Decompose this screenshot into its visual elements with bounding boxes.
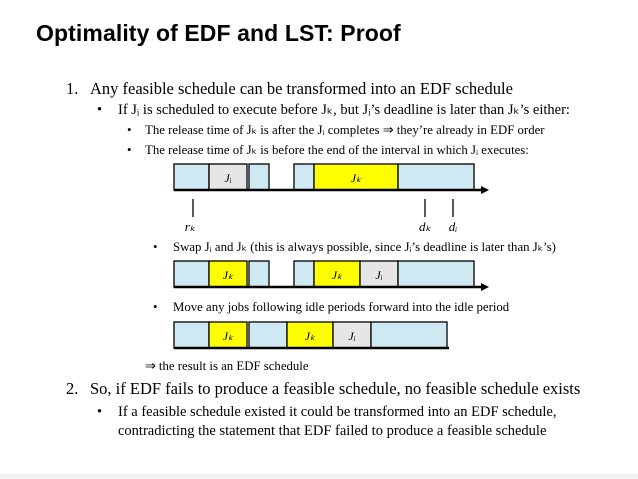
busy-block <box>249 164 269 190</box>
sub-bullet-1-text: The release time of Jₖ is after the Jᵢ completes ⇒ they’re already in EDF order <box>145 123 545 137</box>
bullet-1-text: If Jᵢ is scheduled to execute before Jₖ, but Jᵢ’s deadline is later than Jₖ’s either: <box>118 102 570 118</box>
busy-block <box>294 261 314 287</box>
busy-block <box>174 322 209 348</box>
busy-block <box>174 164 209 190</box>
result-text: ⇒ the result is an EDF schedule <box>145 359 309 373</box>
time-axis-arrow <box>481 186 489 194</box>
sub-bullet-4-text: Move any jobs following idle periods forward into the idle period <box>173 300 510 314</box>
release-rk-label: rₖ <box>184 219 196 234</box>
slide-title: Optimality of EDF and LST: Proof <box>36 20 401 46</box>
job-jk-label: Jₖ <box>304 329 316 343</box>
job-jk-label: Jₖ <box>331 268 343 282</box>
job-ji-label: Jᵢ <box>375 268 383 282</box>
busy-block <box>398 261 474 287</box>
schedule-diagram-original <box>170 160 490 235</box>
bullet-marker: • <box>153 300 158 314</box>
bullet-2-line-1: If a feasible schedule existed it could be transformed into an EDF schedule, <box>118 404 557 420</box>
busy-block <box>398 164 474 190</box>
schedule-diagram-compacted <box>170 318 490 352</box>
job-ji-label: Jᵢ <box>348 329 356 343</box>
sub-bullet-3-text: Swap Jᵢ and Jₖ (this is always possible, since Jᵢ’s deadline is later than Jₖ’s) <box>173 240 556 254</box>
deadline-di-label: dᵢ <box>448 219 458 234</box>
sub-bullet-2-text: The release time of Jₖ is before the end of the interval in which Jᵢ executes: <box>145 143 529 157</box>
bullet-marker: • <box>97 404 103 420</box>
bullet-marker: • <box>97 102 103 118</box>
point-2-text: So, if EDF fails to produce a feasible schedule, no feasible schedule exists <box>90 379 581 398</box>
busy-block <box>249 322 287 348</box>
point-1-text: Any feasible schedule can be transformed into an EDF schedule <box>90 79 513 98</box>
job-ji-label: Jᵢ <box>224 171 232 185</box>
bullet-marker: • <box>127 143 132 157</box>
bullet-marker: • <box>127 123 132 137</box>
point-1-number: 1. <box>66 79 79 98</box>
busy-block <box>371 322 447 348</box>
time-axis-arrow <box>481 283 489 291</box>
footer-band <box>0 474 638 479</box>
job-jk-label: Jₖ <box>222 268 234 282</box>
bullet-marker: • <box>153 240 158 254</box>
busy-block <box>174 261 209 287</box>
bullet-2-line-2: contradicting the statement that EDF failed to produce a feasible schedule <box>118 423 547 439</box>
point-2-number: 2. <box>66 379 79 398</box>
job-jk-label: Jₖ <box>222 329 234 343</box>
schedule-diagram-swapped <box>170 257 490 291</box>
deadline-dk-label: dₖ <box>418 219 432 234</box>
busy-block <box>294 164 314 190</box>
busy-block <box>249 261 269 287</box>
job-jk-label: Jₖ <box>350 171 362 185</box>
